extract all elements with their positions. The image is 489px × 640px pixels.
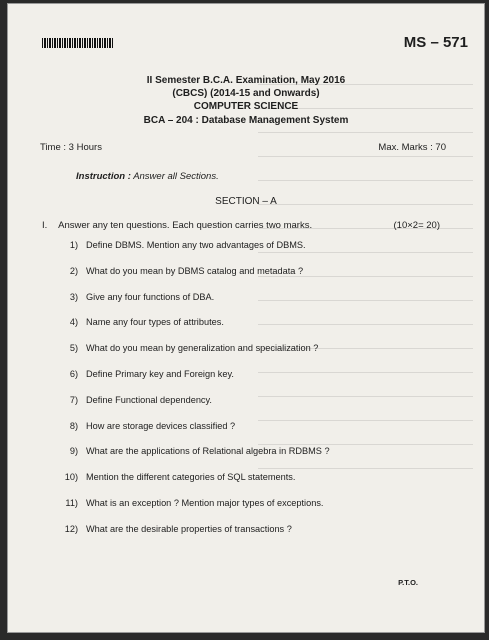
question-item	[58, 266, 330, 292]
question-item-text: What do you mean by DBMS catalog and metadata ?	[86, 265, 304, 276]
question-item	[58, 395, 330, 421]
question-instruction: Answer any ten questions. Each question carries two marks.	[58, 220, 313, 231]
question-item	[58, 498, 330, 524]
question-item-number: 10)	[64, 472, 78, 483]
instruction-label: Instruction :	[76, 171, 131, 182]
question-item	[58, 446, 330, 472]
question-marks: (10×2= 20)	[393, 220, 440, 231]
question-item-text: Give any four functions of DBA.	[86, 291, 215, 302]
exam-scheme: (CBCS) (2014-15 and Onwards)	[172, 88, 320, 99]
question-item	[58, 317, 330, 343]
instruction	[76, 171, 219, 182]
question-item-text: Define DBMS. Mention any two advantages of DBMS.	[86, 240, 306, 250]
question-list	[58, 240, 330, 550]
question-item-number: 4)	[69, 317, 78, 328]
question-item-number: 5)	[69, 343, 78, 354]
question-item	[58, 369, 330, 395]
question-item	[58, 240, 330, 266]
question-item-text: What are the applications of Relational algebra in RDBMS ?	[86, 446, 330, 457]
question-item-text: Define Functional dependency.	[86, 394, 212, 405]
instruction-text: Answer all Sections.	[133, 171, 219, 182]
question-item	[58, 421, 330, 447]
max-marks: Max. Marks : 70	[378, 142, 446, 153]
question-item-number: 2)	[69, 265, 78, 276]
question-item	[58, 343, 330, 369]
question-item-text: What are the desirable properties of transactions ?	[86, 523, 292, 534]
section-title: SECTION – A	[215, 196, 277, 207]
question-item-number: 1)	[69, 240, 78, 250]
question-number: I.	[42, 220, 48, 231]
question-item	[58, 472, 330, 498]
subject: COMPUTER SCIENCE	[193, 101, 299, 112]
paper-code: MS – 571	[403, 34, 468, 51]
question-item	[58, 292, 330, 318]
pto-note: P.T.O.	[398, 578, 418, 587]
question-item-text: Name any four types of attributes.	[86, 317, 224, 328]
exam-page	[8, 4, 484, 632]
paper-name: BCA – 204 : Database Management System	[143, 115, 349, 126]
question-item-text: How are storage devices classified ?	[86, 420, 236, 431]
exam-title: II Semester B.C.A. Examination, May 2016	[146, 75, 346, 86]
question-item-number: 11)	[65, 497, 78, 508]
question-item-number: 12)	[64, 523, 78, 534]
duration: Time : 3 Hours	[40, 142, 102, 153]
question-item-number: 3)	[69, 291, 78, 302]
question-item	[58, 524, 330, 550]
question-item-number: 7)	[69, 394, 78, 405]
barcode	[42, 38, 114, 48]
question-item-text: What is an exception ? Mention major types of exceptions.	[86, 497, 324, 508]
question-item-number: 8)	[69, 420, 78, 431]
question-item-text: Define Primary key and Foreign key.	[86, 368, 234, 379]
question-item-text: Mention the different categories of SQL statements.	[86, 472, 296, 483]
question-item-number: 6)	[69, 368, 78, 379]
question-item-text: What do you mean by generalization and specialization ?	[86, 343, 319, 354]
question-heading	[42, 220, 312, 231]
question-item-number: 9)	[69, 446, 78, 457]
